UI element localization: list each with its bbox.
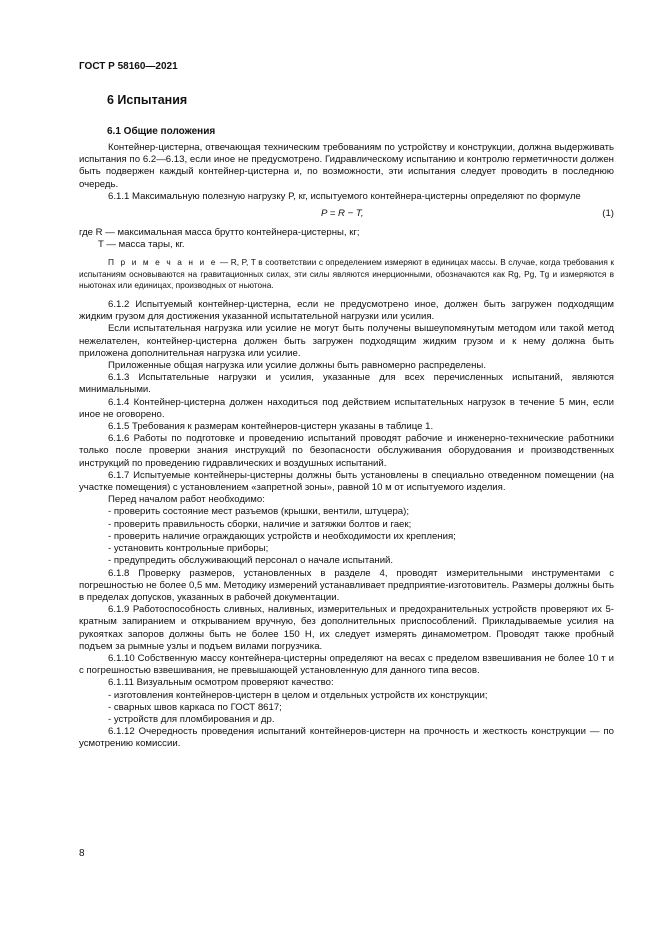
paragraph: Перед началом работ необходимо: — [108, 494, 265, 506]
list-item: - установить контрольные приборы; — [108, 543, 269, 555]
note — [79, 257, 614, 291]
note-label: П р и м е ч а н и е — [108, 257, 218, 268]
list-item: - сварных швов каркаса по ГОСТ 8617; — [108, 701, 282, 713]
list-item: - предупредить обслуживающий персонал о начале испытаний. — [108, 555, 394, 567]
list-item: - изготовления контейнеров-цистерн в целом и отдельных устройств их конструкции; — [108, 689, 488, 701]
paragraph-6-1-6: 6.1.6 Работы по подготовке и проведению испытаний проводят рабочие и инженерно-технические работники только после проверки знания инструкций по безопасности обслуживания оборудования и производственных инструкций по проведению гидравлических и воздушных испытаний. — [79, 433, 614, 469]
list-item: - проверить правильность сборки, наличие и затяжки болтов и гаек; — [108, 518, 412, 530]
paragraph-6-1-8: 6.1.8 Проверку размеров, установленных в разделе 4, проводят измерительными инструментами с погрешностью не более 0,5 мм. Методику измерений устанавливает предприятие-изготовитель. Размеры должны быть в пределах допусков, указанных в рабочей документации. — [79, 567, 614, 603]
page-number: 8 — [79, 848, 85, 859]
subsection-title: 6.1 Общие положения — [107, 126, 216, 137]
paragraph: Если испытательная нагрузка или усилие не могут быть получены вышеупомянутым методом или такой метод нежелателен, контейнер-цистерна должен быть загружен подходящим жидким грузом и к нему должна быть приложена дополнительная нагрузка или усилие. — [79, 323, 614, 359]
paragraph-6-1-2: 6.1.2 Испытуемый контейнер-цистерна, если не предусмотрено иное, должен быть загружен подходящим жидким грузом для достижения указанной испытательной нагрузки или усилия. — [79, 299, 614, 323]
paragraph: Контейнер-цистерна, отвечающая техническим требованиям по устройству и конструкции, должна выдерживать испытания по 6.2—6.13, если иное не предусмотрено. Гидравлическому испытанию и контролю герметичности должен быть подвержен каждый контейнер-цистерна и, по возможности, эти испытания следует проводить в последнюю очередь. — [79, 142, 614, 190]
paragraph-6-1-9: 6.1.9 Работоспособность сливных, наливных, измерительных и предохранительных устройств проверяют их 5-кратным запиранием и открыванием вручную, без дополнительных приспособлений. Прикладываемые усилия на рукоятках запоров должны быть не более 150 Н, их следует измерять динамометром. Проводят также пробный подъем за рымные узлы и подъем вилами погрузчика. — [79, 604, 614, 652]
paragraph-6-1-1: 6.1.1 Максимальную полезную нагрузку P, кг, испытуемого контейнера-цистерны определяют по формуле — [108, 190, 581, 202]
paragraph-6-1-3: 6.1.3 Испытательные нагрузки и усилия, указанные для всех перечисленных испытаний, являются минимальными. — [79, 372, 614, 396]
paragraph-6-1-11: 6.1.11 Визуальным осмотром проверяют качество: — [108, 677, 334, 689]
formula-block — [79, 203, 614, 225]
document-header: ГОСТ Р 58160—2021 — [79, 61, 178, 72]
note-text: — R, P, T в соответствии с определением измеряют в единицах массы. В случае, когда требования к испытаниям основываются на гравитационных силах, эти силы являются инерционными, обозначаются как Rg, Pg, Tg и измеряются в ньютонах или единицах, производных от ньютона. — [79, 257, 614, 290]
paragraph-6-1-7: 6.1.7 Испытуемые контейнеры-цистерны должны быть установлены в специально отведенном помещении (на участке помещения) с установлением «запретной зоны», равной 10 м от испытуемого изделия. — [79, 469, 614, 494]
paragraph: Приложенные общая нагрузка или усилие должны быть равномерно распределены. — [108, 360, 486, 372]
paragraph-6-1-10: 6.1.10 Собственную массу контейнера-цистерны определяют на весах с пределом взвешивания не более 10 т и с погрешностью взвешивания, не превышающей установленную для данного типа весов. — [79, 652, 614, 677]
list-item: - проверить состояние мест разъемов (крышки, вентили, штуцера); — [108, 506, 409, 518]
paragraph-6-1-5: 6.1.5 Требования к размерам контейнеров-цистерн указаны в таблице 1. — [108, 421, 434, 433]
list-item: - устройств для пломбирования и др. — [108, 713, 275, 725]
list-item: - проверить наличие ограждающих устройств и необходимости их крепления; — [108, 530, 456, 542]
formula-legend — [79, 227, 614, 251]
formula-number: (1) — [602, 208, 614, 220]
section-title: 6 Испытания — [107, 93, 188, 107]
formula-expression: P = R − T, — [321, 208, 364, 220]
paragraph-6-1-4: 6.1.4 Контейнер-цистерна должен находиться под действием испытательных нагрузок в течение 5 мин, если иное не оговорено. — [79, 396, 614, 420]
legend-line: где R — максимальная масса брутто контейнера-цистерны, кг; — [79, 227, 360, 239]
legend-line: T — масса тары, кг. — [98, 239, 185, 251]
paragraph-6-1-12: 6.1.12 Очередность проведения испытаний контейнеров-цистерн на прочность и жесткость конструкции — по усмотрению комиссии. — [79, 726, 614, 750]
document-body — [79, 142, 614, 751]
